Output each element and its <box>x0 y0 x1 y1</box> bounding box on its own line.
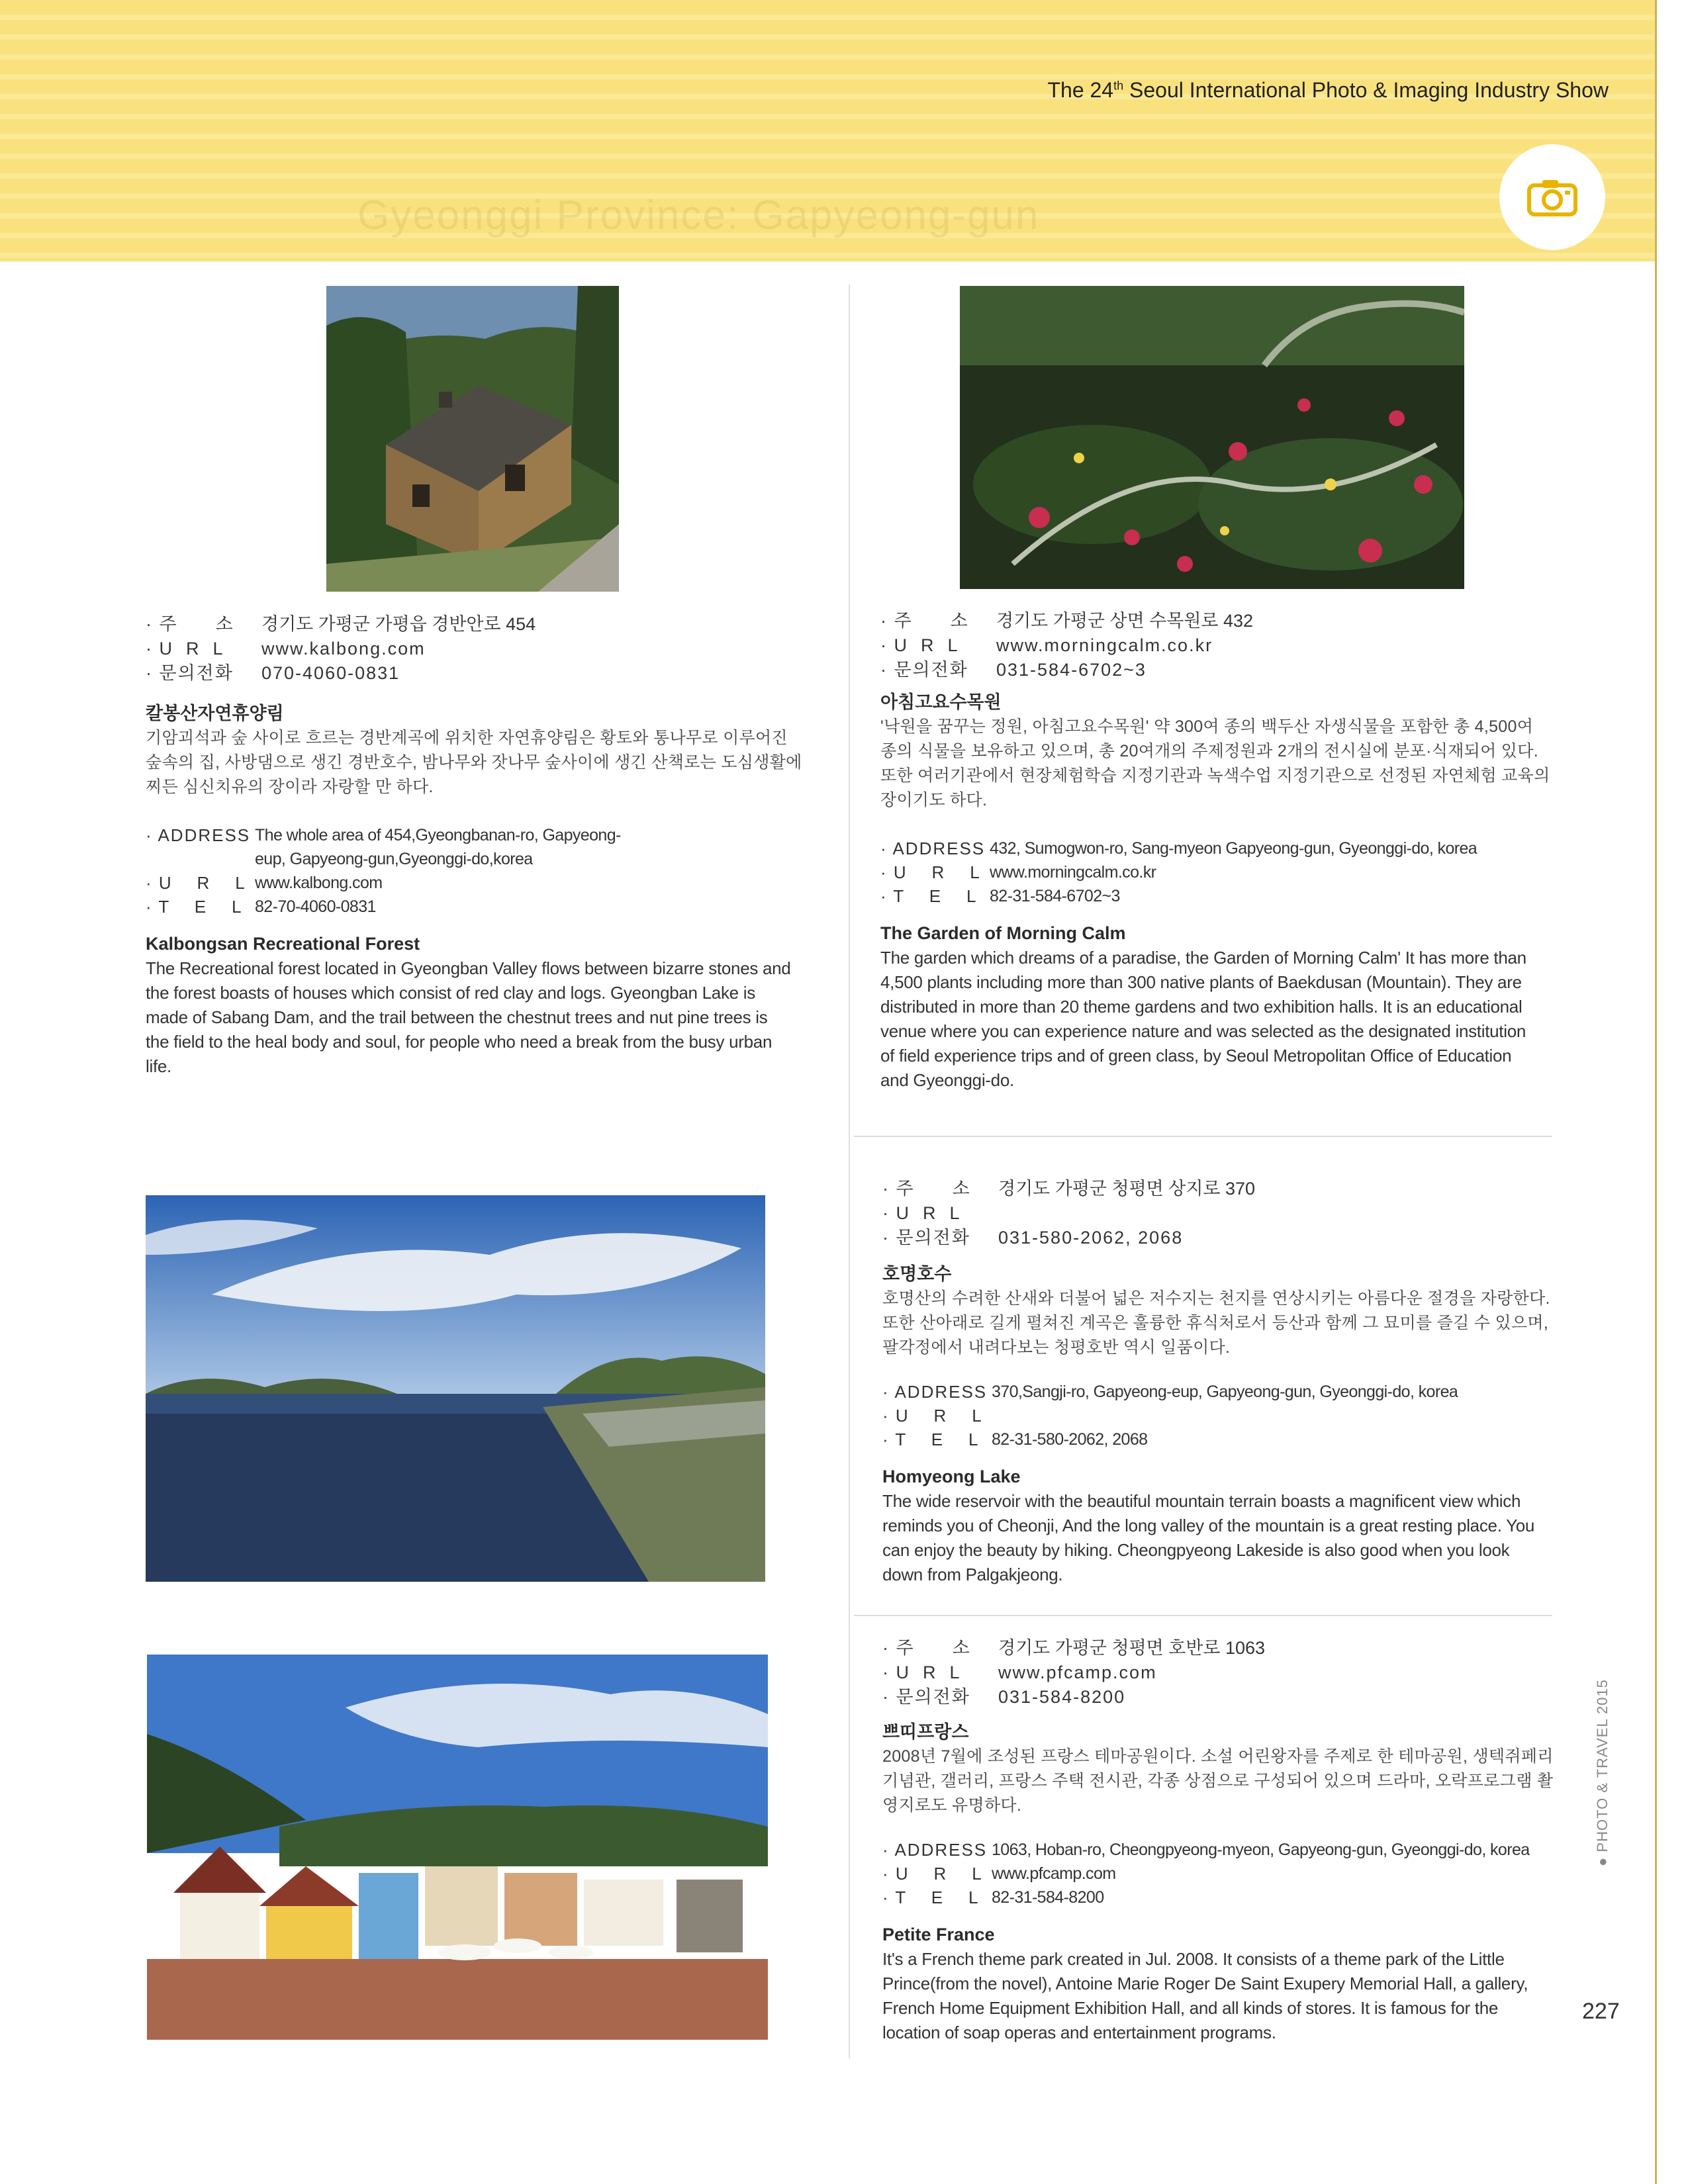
ko-tel-row: · 문의전화 031-584-8200 <box>882 1685 1554 1709</box>
entry-petite-france <box>882 1636 1554 2045</box>
en-title: Homyeong Lake <box>882 1467 1021 1486</box>
en-tel-row: · T E L 82-31-584-6702~3 <box>880 884 1552 908</box>
en-address-row: · ADDRESS 432, Sumogwon-ro, Sang-myeon Gapyeong-gun, Gyeonggi-do, korea <box>880 837 1552 860</box>
en-url-row: · U R L www.kalbong.com <box>146 871 808 895</box>
en-address: 370,Sangji-ro, Gapyeong-eup, Gapyeong-gun, Gyeonggi-do, korea <box>992 1383 1458 1401</box>
ko-url: www.kalbong.com <box>261 639 426 659</box>
ko-url: www.pfcamp.com <box>998 1662 1157 1682</box>
photo-homyeong-lake <box>146 1195 765 1582</box>
ko-title: 아침고요수목원 <box>880 692 1002 712</box>
ko-url: www.morningcalm.co.kr <box>996 635 1213 655</box>
ko-tel: 070-4060-0831 <box>261 663 400 683</box>
en-url: www.morningcalm.co.kr <box>990 863 1156 882</box>
ko-address-row: · 주 소 경기도 가평군 청평면 상지로 370 <box>882 1177 1554 1201</box>
en-address: The whole area of 454,Gyeongbanan-ro, Gapyeong-eup, Gapyeong-gun,Gyeonggi-do,korea <box>255 826 621 868</box>
en-tel: 82-31-584-6702~3 <box>990 887 1120 905</box>
en-url-row: · U R L www.morningcalm.co.kr <box>880 860 1552 884</box>
entry-morning-calm <box>880 609 1552 1093</box>
en-body: The garden which dreams of a paradise, the Garden of Morning Calm' It has more than 4,500 plants including more than 300 native plants of Baekdusan (Mountain). They are distributed in more than 20 theme gardens and two exhibition halls. It is an educational venue where you can experience nature and was selected as the designated institution of field experience trips and of green class, by Seoul Metropolitan Office of Education and Gyeonggi-do. <box>880 948 1526 1090</box>
ko-address: 경기도 가평군 상면 수목원로 432 <box>996 611 1254 631</box>
entry-kalbongsan <box>146 612 808 1079</box>
ko-body: 2008년 7월에 조성된 프랑스 테마공원이다. 소설 어린왕자를 주제로 한 테마공원, 생텍쥐페리 기념관, 갤러리, 프랑스 주택 전시관, 각종 상점으로 구성되어 있으며 드라마, 오락프로그램 촬영지로도 유명하다. <box>882 1747 1554 1815</box>
ko-address: 경기도 가평군 청평면 호반로 1063 <box>998 1638 1266 1658</box>
ko-address: 경기도 가평군 가평읍 경반안로 454 <box>261 614 536 634</box>
section-divider <box>854 1136 1552 1137</box>
en-address: 432, Sumogwon-ro, Sang-myeon Gapyeong-gun, Gyeonggi-do, korea <box>990 839 1477 858</box>
en-info <box>882 1838 1554 1909</box>
ko-address-row: · 주 소 경기도 가평군 가평읍 경반안로 454 <box>146 612 808 637</box>
en-tel-row: · T E L 82-31-580-2062, 2068 <box>882 1428 1554 1451</box>
ko-title: 호명호수 <box>882 1264 952 1284</box>
en-body: The wide reservoir with the beautiful mountain terrain boasts a magnificent view which reminds you of Cheonji, And the long valley of the mountain is a great resting place. You can enjoy the beauty by hiking. Cheongpyeong Lakeside is also good when you look down from Palgakjeong. <box>882 1491 1535 1584</box>
en-address-row: · ADDRESS 370,Sangji-ro, Gapyeong-eup, Gapyeong-gun, Gyeonggi-do, korea <box>882 1380 1554 1404</box>
photo-kalbongsan-cabin <box>326 286 619 592</box>
page-edge-rule <box>1655 0 1657 2184</box>
en-title: Petite France <box>882 1925 995 1944</box>
en-url: www.kalbong.com <box>255 874 383 892</box>
photo-morning-calm-garden <box>960 286 1464 589</box>
en-address: 1063, Hoban-ro, Cheongpyeong-myeon, Gapyeong-gun, Gyeonggi-do, korea <box>992 1841 1530 1859</box>
page-number: 227 <box>1582 1999 1620 2024</box>
ko-tel: 031-584-6702~3 <box>996 660 1147 680</box>
ko-url <box>962 1201 998 1226</box>
entry-homyeong-lake <box>882 1177 1554 1587</box>
ghost-heading: Gyeonggi Province: Gapyeong-gun <box>357 193 1040 238</box>
ko-address: 경기도 가평군 청평면 상지로 370 <box>998 1179 1256 1199</box>
en-address-row: · ADDRESS 1063, Hoban-ro, Cheongpyeong-myeon, Gapyeong-gun, Gyeonggi-do, korea <box>882 1838 1554 1862</box>
section-divider <box>854 1615 1552 1616</box>
en-info <box>146 823 808 919</box>
ko-address-row: · 주 소 경기도 가평군 상면 수목원로 432 <box>880 609 1552 633</box>
column-divider <box>849 285 850 2058</box>
ko-url-row: · U R L www.morningcalm.co.kr <box>880 633 1552 658</box>
en-body: It's a French theme park created in Jul. 2008. It consists of a theme park of the Little Prince(from the novel), Antoine Marie Roger De Saint Exupery Memorial Hall, a gallery, French Home Equipment Exhibition Hall, and all kinds of stores. It is famous for the location of soap operas and entertainment programs. <box>882 1949 1528 2042</box>
ko-tel-row: · 문의전화 031-580-2062, 2068 <box>882 1226 1554 1250</box>
ko-url-row: · U R L <box>882 1201 1554 1226</box>
show-title: The 24th Seoul International Photo & Imaging Industry Show <box>1047 78 1609 102</box>
en-info <box>882 1380 1554 1451</box>
en-address-row: · ADDRESS The whole area of 454,Gyeongbanan-ro, Gapyeong-eup, Gapyeong-gun,Gyeonggi-do,korea <box>146 823 808 871</box>
ko-body: 기암괴석과 숲 사이로 흐르는 경반계곡에 위치한 자연휴양림은 황토와 통나무로 이루어진 숲속의 집, 사방댐으로 생긴 경반호수, 밤나무와 잣나무 숲사이에 생긴 산책로는 도심생활에 찌든 심신치유의 장이라 자랑할 만 하다. <box>146 729 802 796</box>
en-body: The Recreational forest located in Gyeongban Valley flows between bizarre stones and the forest boasts of houses which consist of red clay and logs. Gyeongban Lake is made of Sabang Dam, and the trail between the chestnut trees and nut pine trees is the field to the heal body and soul, for people who need a break from the busy urban life. <box>146 958 791 1076</box>
ko-url-row: · U R L www.pfcamp.com <box>882 1661 1554 1685</box>
en-title: Kalbongsan Recreational Forest <box>146 934 420 954</box>
photo-petite-france <box>147 1655 768 2040</box>
en-tel: 82-31-580-2062, 2068 <box>992 1430 1148 1449</box>
en-tel-row: · T E L 82-31-584-8200 <box>882 1886 1554 1909</box>
ko-tel: 031-584-8200 <box>998 1687 1126 1707</box>
en-title: The Garden of Morning Calm <box>880 923 1126 943</box>
ko-title: 쁘띠프랑스 <box>882 1722 969 1742</box>
en-url: www.pfcamp.com <box>992 1864 1116 1883</box>
en-url-row: · U R L <box>882 1406 983 1426</box>
ko-tel-row: · 문의전화 031-584-6702~3 <box>880 658 1552 682</box>
ko-tel-row: · 문의전화 070-4060-0831 <box>146 661 808 686</box>
ko-tel: 031-580-2062, 2068 <box>998 1228 1184 1248</box>
ko-body: 호명산의 수려한 산새와 더불어 넓은 저수지는 천지를 연상시키는 아름다운 절경을 자랑한다. 또한 산아래로 길게 펼쳐진 계곡은 훌륭한 휴식처로서 등산과 함께 그 묘미를 즐길 수 있으며, 팔각정에서 내려다보는 청평호반 역시 일품이다. <box>882 1289 1550 1357</box>
en-url-row: · U R L www.pfcamp.com <box>882 1862 1554 1886</box>
camera-icon <box>1526 177 1578 217</box>
en-tel: 82-31-584-8200 <box>992 1888 1104 1907</box>
en-tel: 82-70-4060-0831 <box>255 897 376 916</box>
en-info <box>880 837 1552 908</box>
ko-title: 칼봉산자연휴양림 <box>146 704 284 723</box>
en-tel-row: · T E L 82-70-4060-0831 <box>146 895 808 919</box>
ko-address-row: · 주 소 경기도 가평군 청평면 호반로 1063 <box>882 1636 1554 1661</box>
magazine-side-label: ● PHOTO & TRAVEL 2015 <box>1594 1679 1611 1866</box>
ko-body: '낙원을 꿈꾸는 정원, 아침고요수목원' 약 300여 종의 백두산 자생식물을 포함한 총 4,500여 종의 식물을 보유하고 있으며, 총 20여개의 주제정원과 2개의 전시실에 분포·식재되어 있다. 또한 여러기관에서 현장체험학습 지정기관과 녹색수업 지정기관으로 선정된 자연체험 교육의 장이기도 하다. <box>880 717 1550 809</box>
camera-badge <box>1499 144 1605 250</box>
ko-url-row: · U R L www.kalbong.com <box>146 637 808 661</box>
